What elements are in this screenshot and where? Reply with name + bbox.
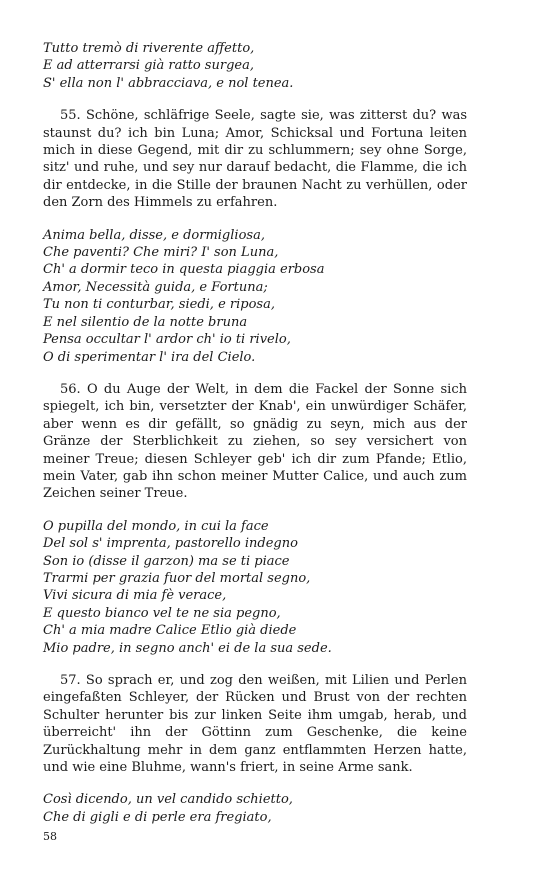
verse-line: Anima bella, disse, e dormigliosa, [43,227,265,243]
verse-line: Vivi sicura di mia fè verace, [43,588,227,604]
verse-line: Mio padre, in segno anch' ei de la sua sede. [43,640,332,656]
verse-line: Tu non ti conturbar, siedi, e riposa, [43,297,275,313]
prose-paragraph-56: 56. O du Auge der Welt, in dem die Fackel der Sonne sich spiegelt, ich bin, versetzter der Knab', ein unwürdiger Schäfer, aber wenn es dir gefällt, so gnädig zu seyn, mich aus der Gränze der Sterblichkeit zu ziehen, so sey versichert von meiner Treue; diesen Schleyer geb' ich dir zum Pfande; Etlio, mein Vater, gab ihn schon meiner Mutter Calice, und auch zum Zeichen seiner Treue. [43,381,467,502]
verse-line: O di sperimentar l' ira del Cielo. [43,349,256,365]
verse-line: Che paventi? Che miri? I' son Luna, [43,245,279,261]
verse-line: Tutto tremò di riverente affetto, [43,41,255,56]
verse-stanza-55 [43,227,467,366]
verse-line: E questo bianco vel te ne sia pegno, [43,605,281,621]
verse-stanza-57-start [43,791,467,826]
prose-paragraph-55: 55. Schöne, schläfrige Seele, sagte sie, was zitterst du? was staunst du? ich bin Luna; Amor, Schicksal und Fortuna leiten mich in diese Gegend, mit dir zu schlummern; sey ohne Sorge, sitz' und ruhe, und sey nur darauf bedacht, die Flamme, die ich dir entdecke, in die Stille der braunen Nacht zu verhüllen, oder den Zorn des Himmels zu erfahren. [43,108,467,211]
verse-line: Pensa occultar l' ardor ch' io ti rivelo, [43,332,291,348]
verse-stanza-54-end [43,40,467,92]
verse-stanza-56 [43,518,467,657]
verse-line: E ad atterrarsi già ratto surgea, [43,58,254,74]
verse-line: Ch' a mia madre Calice Etlio già diede [43,623,297,639]
verse-line: Son io (disse il garzon) ma se ti piace [43,553,290,569]
verse-line: Del sol s' imprenta, pastorello indegno [43,536,298,552]
verse-line: Ch' a dormir teco in questa piaggia erbosa [43,262,325,278]
page-number: 58 [43,830,57,843]
verse-line: Amor, Necessità guida, e Fortuna; [43,279,268,295]
verse-line: Così dicendo, un vel candido schietto, [43,792,293,808]
verse-line: E nel silentio de la notte bruna [43,314,248,330]
prose-paragraph-57: 57. So sprach er, und zog den weißen, mit Lilien und Perlen eingefaßten Schleyer, der Rücken und Brust von der rechten Schulter herunter bis zur linken Seite ihm umgab, herab, und überreicht' ihn der Göttinn zum Geschenke, die keine Zurückhaltung mehr in dem ganz entflammten Herzen hatte, und wie eine Bluhme, wann's friert, in seine Arme sank. [43,673,467,776]
verse-line: Che di gigli e di perle era fregiato, [43,809,272,825]
verse-line: O pupilla del mondo, in cui la face [43,518,269,534]
verse-line: Trarmi per grazia fuor del mortal segno, [43,570,311,586]
page-body [43,40,467,826]
verse-line: S' ella non l' abbracciava, e nol tenea. [43,75,294,91]
